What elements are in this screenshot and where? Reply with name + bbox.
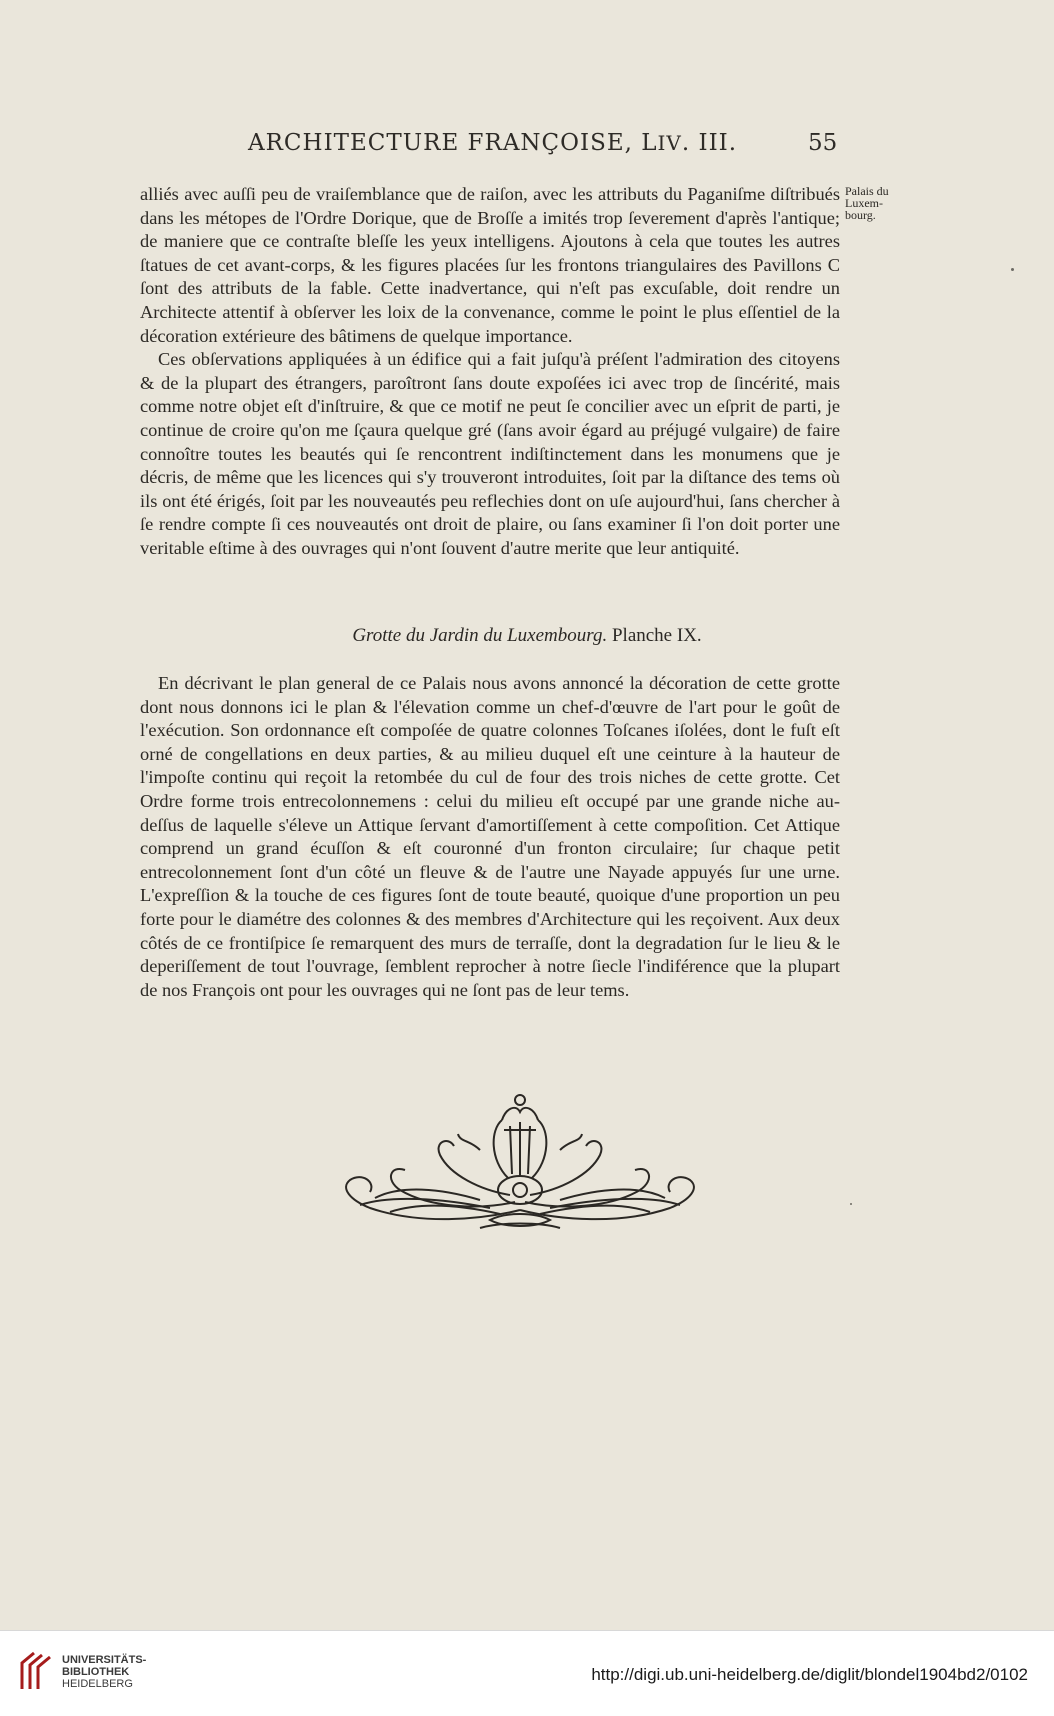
viewer-footer xyxy=(0,1630,1054,1716)
running-title-end: . III. xyxy=(681,130,738,156)
lyre-scroll-vignette-icon xyxy=(330,1090,710,1250)
paragraph: alliés avec auſſi peu de vraiſemblance que de raiſon, avec les attributs du Paganiſme diſtribués dans les métopes de l'Ordre Dorique, que de Broſſe a imités trop ſeverement d'après l'antique; de maniere que ce contraſte bleſſe les yeux intelligens. Ajoutons à cela que toutes les autres ſtatues de cet avant-corps, & les figures placées ſur les frontons triangulaires des Pavillons C ſont des attributs de la fable. Cette inadvertance, qui n'eſt pas excuſable, doit rendre un Architecte attentif à obſerver les loix de la convenance, comme le point le plus eſſentiel de la décoration extérieure des bâtimens de quelque importance. xyxy=(140,184,840,346)
paragraph: Ces obſervations appliquées à un édifice qui a fait juſqu'à préſent l'admiration des citoyens & de la plupart des étrangers, paroîtront ſans doute expoſées ici avec trop de ſincérité, mais comme notre objet eſt d'inſtruire, & que ce motif ne peut ſe concilier avec un eſprit de parti, je continue de croire qu'on me ſçaura quelque gré (ſans avoir égard au préjugé vulgaire) de faire connoître toutes les beautés qui ſe rencontrent indiſtinctement dans les monumens que je décris, de même que les licences qui s'y trouveront introduites, ſoit par la diſtance des tems où ils ont été érigés, ſoit par les nouveautés peu reflechies dont on uſe aujourd'hui, ſans chercher à ſe rendre compte ſi ces nouveautés ont droit de plaire, ou ſans examiner ſi l'on doit porter une veritable eſtime à des ouvrages qui n'ont ſouvent d'autre merite que leur antiquité. xyxy=(140,349,840,558)
paper-speck xyxy=(1011,268,1014,271)
running-title-main: ARCHITECTURE FRANÇOISE, L xyxy=(248,130,658,156)
library-name xyxy=(62,1654,146,1690)
permalink-url[interactable]: http://digi.ub.uni-heidelberg.de/diglit/blondel1904bd2/0102 xyxy=(591,1665,1028,1684)
ub-heidelberg-logo-icon[interactable] xyxy=(18,1651,54,1691)
margin-note xyxy=(845,185,907,221)
running-title xyxy=(248,130,737,156)
margin-note-line: Palais du xyxy=(845,184,889,198)
section-heading-italic: Grotte du Jardin du Luxembourg. xyxy=(352,625,608,646)
section-heading-plate: Planche IX. xyxy=(607,625,702,646)
paragraph: En décrivant le plan general de ce Palais nous avons annoncé la décoration de cette grotte dont nous donnons ici le plan & l'élevation comme un chef-d'œuvre de l'art pour le goût de l'exécution. Son ordonnance eſt compoſée de quatre colonnes Toſcanes iſolées, dont le fuſt eſt orné de congellations en deux parties, & au milieu duquel eſt une ceinture à la hauteur de l'impoſte continu qui reçoit la retombée du cul de four des trois niches de cette grotte. Cet Ordre forme trois entrecolonnemens : celui du milieu eſt occupé par une grande niche au-deſſus de laquelle s'éleve un Attique ſervant d'amortiſſement à cette compoſition. Cet Attique comprend un grand écuſſon & eſt couronné d'un fronton circulaire; ſur chaque petit entrecolonnement ſont d'un côté un fleuve & de l'autre une Nayade appuyés ſur une urne. L'expreſſion & la touche de ces figures ſont de toute beauté, quoique d'une proportion un peu forte pour le diamétre des colonnes & des membres d'Architecture qui les reçoivent. Aux deux côtés de ce frontiſpice ſe remarquent des murs de terraſſe, dont la degradation ſur le lieu & le deperiſſement de tout l'ouvrage, ſemblent reprocher à notre ſiecle l'indiférence que la plupart de nos François ont pour les ouvrages qui ne ſont pas de leur tems. xyxy=(140,673,840,1000)
page-number: 55 xyxy=(808,130,838,156)
library-name-line: UNIVERSITÄTS- xyxy=(62,1654,147,1666)
paper-speck xyxy=(850,1203,852,1205)
text-block-2 xyxy=(140,672,840,1002)
margin-note-line: bourg. xyxy=(845,208,876,222)
library-name-line: BIBLIOTHEK xyxy=(62,1666,130,1678)
running-title-small-caps: IV xyxy=(657,131,682,155)
library-name-line: HEIDELBERG xyxy=(62,1678,133,1690)
text-block-1 xyxy=(140,183,840,561)
section-heading xyxy=(0,625,1054,647)
margin-note-line: Luxem- xyxy=(845,196,883,210)
